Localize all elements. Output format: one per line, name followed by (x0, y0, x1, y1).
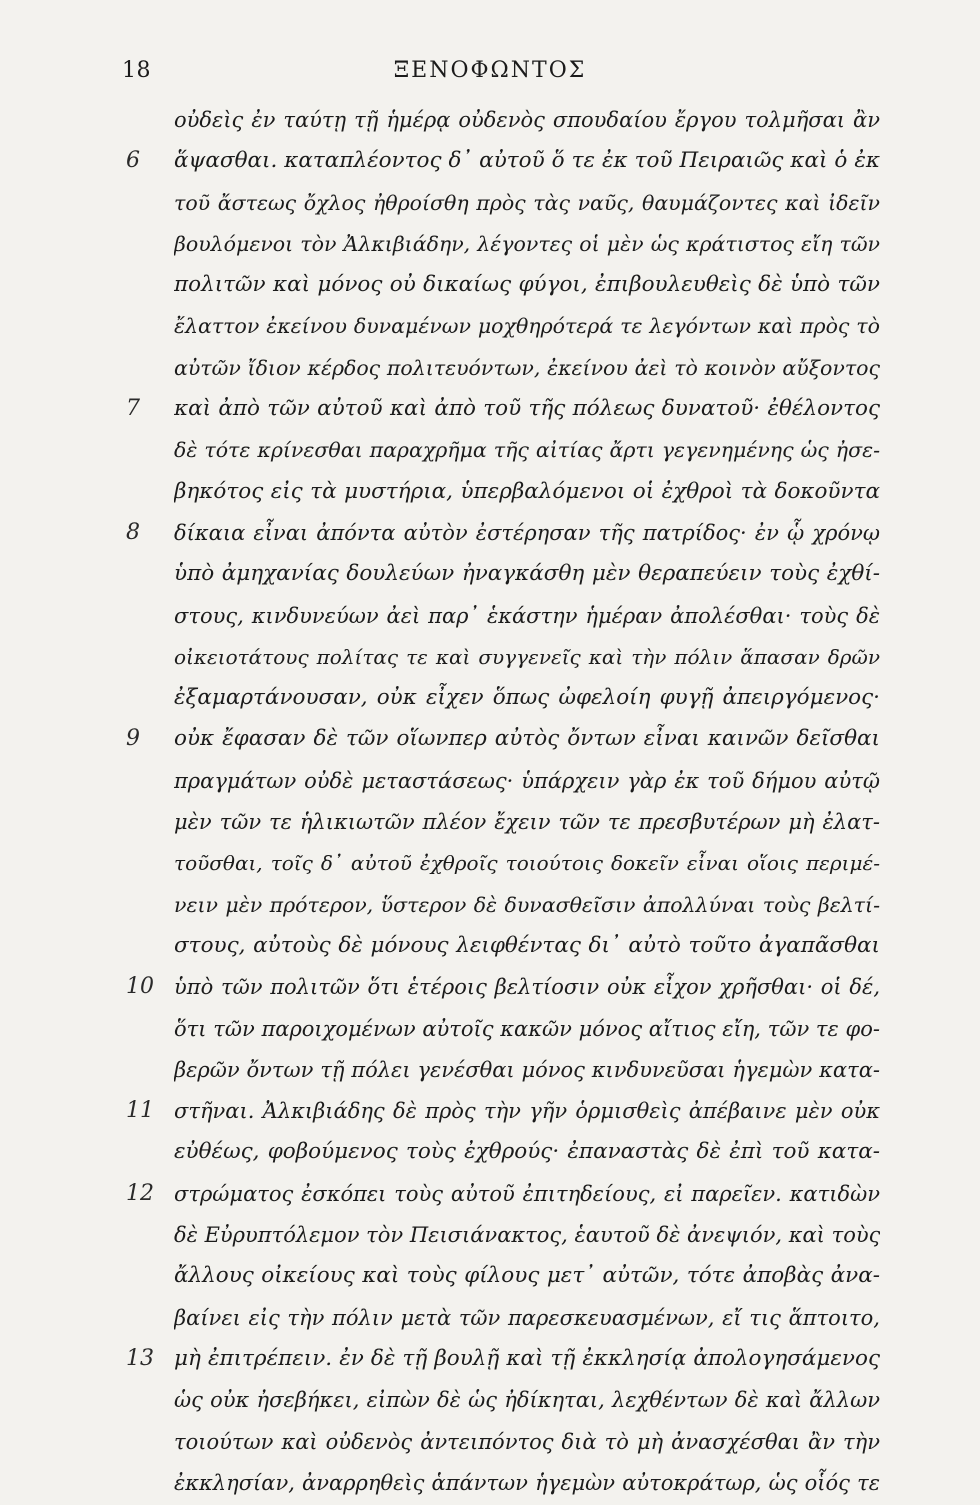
text-line (0, 844, 980, 885)
section-number: 9 (126, 726, 140, 752)
text-line (0, 1381, 980, 1422)
line-text: τοῦ ἄστεως ὄχλος ἠθροίσθη πρὸς τὰς ναῦς, θαυμάζοντες καὶ ἰδεῖν (174, 190, 880, 215)
greek-text-body (0, 101, 980, 1505)
text-line (0, 266, 980, 307)
text-line (0, 390, 980, 431)
line-text: οὐδεὶς ἐν ταύτῃ τῇ ἡμέρᾳ οὐδενὸς σπουδαίου ἔργου τολμῆσαι ἂν (174, 108, 880, 132)
text-line (0, 431, 980, 472)
text-line (0, 184, 980, 225)
line-text: ἅψασθαι. καταπλέοντος δ᾽ αὐτοῦ ὅ τε ἐκ τοῦ Πειραιῶς καὶ ὁ ἐκ (174, 148, 880, 174)
line-text: πραγμάτων οὐδὲ μεταστάσεως· ὑπάρχειν γὰρ ἐκ τοῦ δήμου αὐτῷ (174, 768, 880, 793)
line-text: στρώματος ἐσκόπει τοὺς αὐτοῦ ἐπιτηδείους, εἰ παρεῖεν. κατιδὼν (174, 1181, 880, 1206)
text-line (0, 1340, 980, 1381)
text-line (0, 638, 980, 679)
text-line (0, 968, 980, 1009)
section-number: 12 (126, 1180, 154, 1206)
section-number: 11 (126, 1098, 154, 1124)
section-number: 10 (126, 974, 154, 1000)
line-text: ὑπὸ ἀμηχανίας δουλεύων ἠναγκάσθη μὲν θεραπεύειν τοὺς ἐχθί- (174, 561, 880, 587)
text-line (0, 1092, 980, 1133)
line-text: τοιούτων καὶ οὐδενὸς ἀντειπόντος διὰ τὸ μὴ ἀνασχέσθαι ἂν τὴν (174, 1429, 880, 1454)
line-text: πολιτῶν καὶ μόνος οὐ δικαίως φύγοι, ἐπιβουλευθεὶς δὲ ὑπὸ τῶν (174, 272, 880, 298)
text-line (0, 1464, 980, 1505)
line-text: καὶ ἀπὸ τῶν αὐτοῦ καὶ ἀπὸ τοῦ τῆς πόλεως δυνατοῦ· ἐθέλοντος (174, 396, 880, 422)
text-line (0, 225, 980, 266)
line-text: βερῶν ὄντων τῇ πόλει γενέσθαι μόνος κινδυνεῦσαι ἡγεμὼν κατα- (174, 1057, 880, 1082)
text-line (0, 473, 980, 514)
line-text: μὲν τῶν τε ἡλικιωτῶν πλέον ἔχειν τῶν τε πρεσβυτέρων μὴ ἐλατ- (174, 810, 880, 835)
line-text: βαίνει εἰς τὴν πόλιν μετὰ τῶν παρεσκευασμένων, εἴ τις ἅπτοιτο, (174, 1305, 880, 1330)
line-text: εὐθέως, φοβούμενος τοὺς ἐχθρούς· ἐπαναστὰς δὲ ἐπὶ τοῦ κατα- (174, 1139, 880, 1165)
line-text: ἄλλους οἰκείους καὶ τοὺς φίλους μετ᾽ αὐτῶν, τότε ἀποβὰς ἀνα- (174, 1263, 880, 1289)
text-line (0, 886, 980, 927)
text-line (0, 927, 980, 968)
page-number: 18 (122, 58, 151, 83)
section-number: 13 (126, 1345, 154, 1371)
text-line (0, 1010, 980, 1051)
line-text: ἔλαττον ἐκείνου δυναμένων μοχθηρότερά τε λεγόντων καὶ πρὸς τὸ (174, 314, 880, 339)
line-text: στους, αὐτοὺς δὲ μόνους λειφθέντας δι᾽ αὐτὸ τοῦτο ἀγαπᾶσθαι (174, 932, 880, 958)
section-number: 8 (126, 519, 140, 545)
line-text: νειν μὲν πρότερον, ὕστερον δὲ δυνασθεῖσιν ἀπολλύναι τοὺς βελτί- (174, 892, 880, 917)
text-line (0, 349, 980, 390)
line-text: ὅτι τῶν παροιχομένων αὐτοῖς κακῶν μόνος αἴτιος εἴη, τῶν τε φο- (174, 1016, 880, 1041)
text-line (0, 1051, 980, 1092)
text-line (0, 1216, 980, 1257)
line-text: οὐκ ἔφασαν δὲ τῶν οἵωνπερ αὐτὸς ὄντων εἶναι καινῶν δεῖσθαι (174, 726, 880, 752)
text-line (0, 803, 980, 844)
line-text: στους, κινδυνεύων ἀεὶ παρ᾽ ἑκάστην ἡμέραν ἀπολέσθαι· τοὺς δὲ (174, 603, 880, 628)
line-text: τοῦσθαι, τοῖς δ᾽ αὐτοῦ ἐχθροῖς τοιούτοις δοκεῖν εἶναι οἵοις περιμέ- (174, 851, 880, 876)
text-line (0, 720, 980, 761)
text-line (0, 555, 980, 596)
line-text: ἐκκλησίαν, ἀναρρηθεὶς ἁπάντων ἡγεμὼν αὐτοκράτωρ, ὡς οἷός τε (174, 1470, 880, 1495)
text-line (0, 307, 980, 348)
line-text: ὑπὸ τῶν πολιτῶν ὅτι ἑτέροις βελτίοσιν οὐκ εἶχον χρῆσθαι· οἱ δέ, (174, 975, 880, 1000)
text-line (0, 514, 980, 555)
line-text: αὐτῶν ἴδιον κέρδος πολιτευόντων, ἐκείνου ἀεὶ τὸ κοινὸν αὔξοντος (174, 355, 880, 380)
text-line (0, 1257, 980, 1298)
text-line (0, 597, 980, 638)
text-line (0, 679, 980, 720)
line-text: δὲ τότε κρίνεσθαι παραχρῆμα τῆς αἰτίας ἄρτι γεγενημένης ὡς ἠσε- (174, 438, 880, 463)
running-title: ΞΕΝΟΦΩΝΤΟΣ (393, 58, 587, 83)
line-text: βουλόμενοι τὸν Ἀλκιβιάδην, λέγοντες οἱ μὲν ὡς κράτιστος εἴη τῶν (174, 231, 880, 256)
text-line (0, 1133, 980, 1174)
running-head (0, 48, 980, 88)
text-line (0, 142, 980, 183)
line-text: στῆναι. Ἀλκιβιάδης δὲ πρὸς τὴν γῆν ὁρμισθεὶς ἀπέβαινε μὲν οὐκ (174, 1099, 880, 1124)
line-text: οἰκειοτάτους πολίτας τε καὶ συγγενεῖς καὶ τὴν πόλιν ἅπασαν δρῶν (174, 644, 880, 669)
line-text: δίκαια εἶναι ἀπόντα αὐτὸν ἐστέρησαν τῆς πατρίδος· ἐν ᾧ χρόνῳ (174, 520, 880, 545)
line-text: δὲ Εὐρυπτόλεμον τὸν Πεισιάνακτος, ἑαυτοῦ δὲ ἀνεψιόν, καὶ τοὺς (174, 1223, 880, 1248)
line-text: ἐξαμαρτάνουσαν, οὐκ εἶχεν ὅπως ὠφελοίη φυγῇ ἀπειργόμενος· (174, 685, 880, 711)
text-line (0, 1423, 980, 1464)
text-line (0, 1299, 980, 1340)
text-line (0, 1175, 980, 1216)
line-text: βηκότος εἰς τὰ μυστήρια, ὑπερβαλόμενοι οἱ ἐχθροὶ τὰ δοκοῦντα (174, 478, 880, 504)
text-line (0, 101, 980, 142)
line-text: μὴ ἐπιτρέπειν. ἐν δὲ τῇ βουλῇ καὶ τῇ ἐκκλησίᾳ ἀπολογησάμενος (174, 1345, 880, 1371)
section-number: 7 (126, 396, 140, 422)
text-line (0, 762, 980, 803)
line-text: ὡς οὐκ ἠσεβήκει, εἰπὼν δὲ ὡς ἠδίκηται, λεχθέντων δὲ καὶ ἄλλων (174, 1388, 880, 1413)
section-number: 6 (126, 148, 140, 174)
